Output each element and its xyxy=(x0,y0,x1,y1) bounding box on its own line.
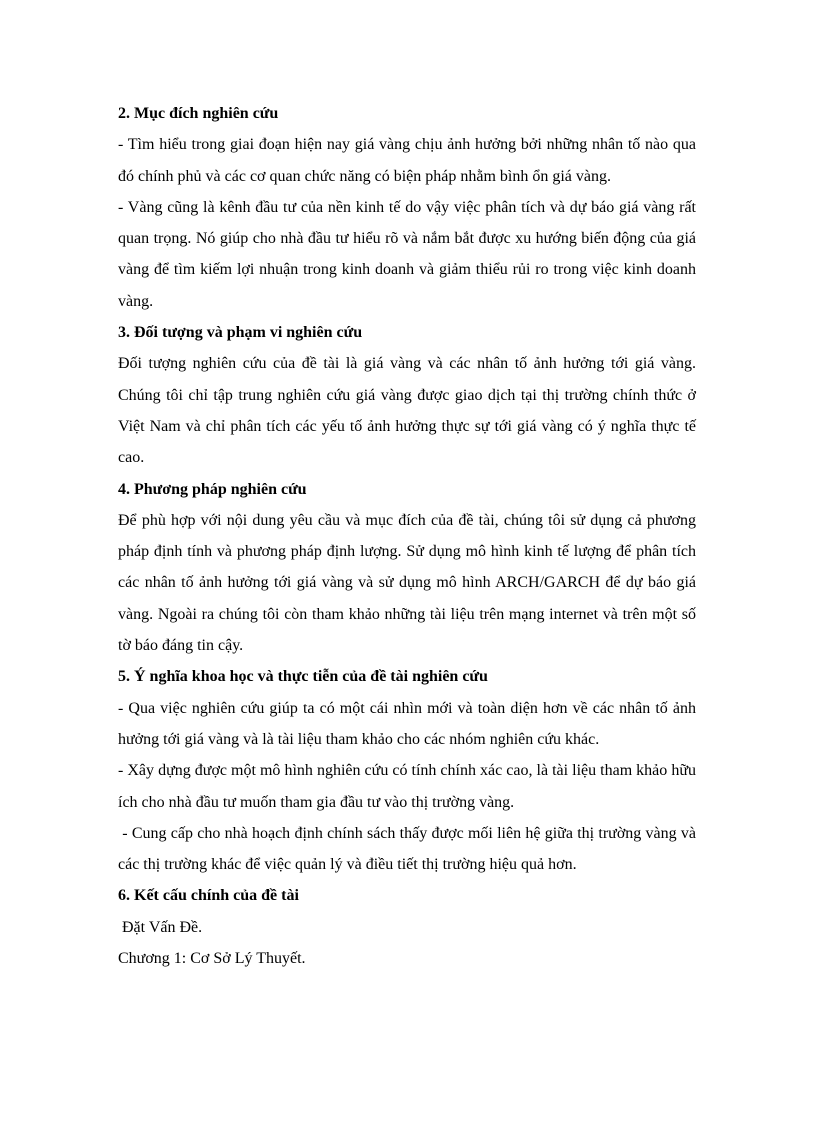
paragraph: - Qua việc nghiên cứu giúp ta có một cái nhìn mới và toàn diện hơn về các nhân tố ảnh hưởng tới giá vàng và là tài liệu tham khảo cho các nhóm nghiên cứu khác. xyxy=(118,699,696,748)
paragraph: - Xây dựng được một mô hình nghiên cứu có tính chính xác cao, là tài liệu tham khảo hữu ích cho nhà đầu tư muốn tham gia đầu tư vào thị trường vàng. xyxy=(118,762,696,811)
paragraph: Chương 1: Cơ Sở Lý Thuyết. xyxy=(118,950,306,968)
section-heading: 6. Kết cấu chính của đề tài xyxy=(118,887,299,905)
section-heading: 4. Phương pháp nghiên cứu xyxy=(118,480,307,498)
paragraph: - Vàng cũng là kênh đầu tư của nền kinh tế do vậy việc phân tích và dự báo giá vàng rất quan trọng. Nó giúp cho nhà đầu tư hiểu rõ và nắm bắt được xu hướng biến động của giá vàng để tìm kiếm lợi nhuận trong kinh doanh và giảm thiểu rủi ro trong việc kinh doanh vàng. xyxy=(118,198,696,310)
paragraph: Để phù hợp với nội dung yêu cầu và mục đích của đề tài, chúng tôi sử dụng cả phương pháp định tính và phương pháp định lượng. Sử dụng mô hình kinh tế lượng để phân tích các nhân tố ảnh hưởng tới giá vàng và sử dụng mô hình ARCH/GARCH để dự báo giá vàng. Ngoài ra chúng tôi còn tham khảo những tài liệu trên mạng internet và trên một số tờ báo đáng tin cậy. xyxy=(118,511,696,655)
section-heading: 2. Mục đích nghiên cứu xyxy=(118,105,279,122)
section-heading: 5. Ý nghĩa khoa học và thực tiễn của đề tài nghiên cứu xyxy=(118,668,488,686)
paragraph: - Cung cấp cho nhà hoạch định chính sách thấy được mối liên hệ giữa thị trường vàng và các thị trường khác để việc quản lý và điều tiết thị trường hiệu quả hơn. xyxy=(118,824,701,874)
paragraph: - Tìm hiểu trong giai đoạn hiện nay giá vàng chịu ảnh hưởng bởi những nhân tố nào qua đó chính phủ và các cơ quan chức năng có biện pháp nhằm bình ổn giá vàng. xyxy=(118,136,696,185)
section-heading: 3. Đối tượng và phạm vi nghiên cứu xyxy=(118,324,363,342)
paragraph: Đối tượng nghiên cứu của đề tài là giá vàng và các nhân tố ảnh hưởng tới giá vàng. Chúng tôi chỉ tập trung nghiên cứu giá vàng được giao dịch tại thị trường chính thức ở Việt Nam và chỉ phân tích các yếu tố ảnh hưởng thực sự tới giá vàng có ý nghĩa thực tế cao. xyxy=(118,355,696,467)
document-body xyxy=(118,98,701,974)
paragraph: Đặt Vấn Đề. xyxy=(118,918,203,936)
